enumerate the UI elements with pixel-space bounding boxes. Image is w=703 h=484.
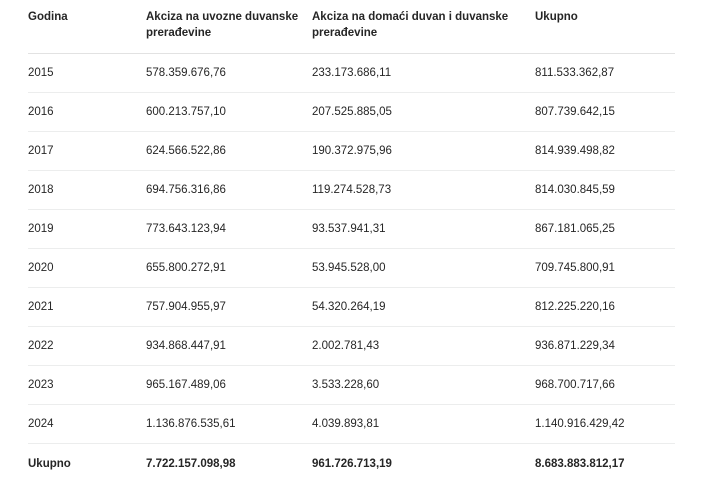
table-header-row (28, 0, 675, 54)
table-header (28, 0, 675, 54)
cell-domestic-excise: 190.372.975,96 (312, 132, 535, 171)
excise-revenue-table (28, 0, 675, 484)
cell-total: 811.533.362,87 (535, 54, 675, 93)
column-header-import-excise: Akciza na uvozne duvanske prerađevine (146, 0, 312, 54)
table-row (28, 210, 675, 249)
table-row (28, 405, 675, 444)
cell-import-excise: 694.756.316,86 (146, 171, 312, 210)
cell-domestic-excise: 53.945.528,00 (312, 249, 535, 288)
cell-total: 814.030.845,59 (535, 171, 675, 210)
table-row (28, 249, 675, 288)
cell-total: 1.140.916.429,42 (535, 405, 675, 444)
table-row (28, 327, 675, 366)
cell-domestic-excise: 233.173.686,11 (312, 54, 535, 93)
cell-year: 2023 (28, 366, 146, 405)
cell-year: 2016 (28, 93, 146, 132)
table-row (28, 54, 675, 93)
cell-import-excise: 1.136.876.535,61 (146, 405, 312, 444)
cell-import-excise: 600.213.757,10 (146, 93, 312, 132)
table-row (28, 288, 675, 327)
column-header-total: Ukupno (535, 0, 675, 54)
cell-import-excise: 965.167.489,06 (146, 366, 312, 405)
cell-domestic-excise: 4.039.893,81 (312, 405, 535, 444)
cell-total: 968.700.717,66 (535, 366, 675, 405)
cell-import-excise: 655.800.272,91 (146, 249, 312, 288)
cell-year: 2017 (28, 132, 146, 171)
cell-year: 2022 (28, 327, 146, 366)
cell-domestic-excise: 54.320.264,19 (312, 288, 535, 327)
cell-domestic-excise: 3.533.228,60 (312, 366, 535, 405)
table-row (28, 366, 675, 405)
cell-domestic-excise: 2.002.781,43 (312, 327, 535, 366)
cell-year: 2015 (28, 54, 146, 93)
table-total-row (28, 444, 675, 484)
cell-import-excise: 757.904.955,97 (146, 288, 312, 327)
cell-total-domestic-excise: 961.726.713,19 (312, 444, 535, 484)
cell-import-excise: 934.868.447,91 (146, 327, 312, 366)
cell-grand-total: 8.683.883.812,17 (535, 444, 675, 484)
cell-domestic-excise: 93.537.941,31 (312, 210, 535, 249)
cell-year: 2021 (28, 288, 146, 327)
cell-total-label: Ukupno (28, 444, 146, 484)
cell-domestic-excise: 207.525.885,05 (312, 93, 535, 132)
cell-total: 814.939.498,82 (535, 132, 675, 171)
cell-total: 867.181.065,25 (535, 210, 675, 249)
cell-total: 709.745.800,91 (535, 249, 675, 288)
cell-total: 936.871.229,34 (535, 327, 675, 366)
cell-total: 812.225.220,16 (535, 288, 675, 327)
column-header-year: Godina (28, 0, 146, 54)
cell-import-excise: 773.643.123,94 (146, 210, 312, 249)
cell-import-excise: 578.359.676,76 (146, 54, 312, 93)
table-body (28, 54, 675, 484)
cell-total: 807.739.642,15 (535, 93, 675, 132)
cell-import-excise: 624.566.522,86 (146, 132, 312, 171)
table-row (28, 93, 675, 132)
table-row (28, 171, 675, 210)
cell-year: 2020 (28, 249, 146, 288)
cell-year: 2019 (28, 210, 146, 249)
table-row (28, 132, 675, 171)
cell-total-import-excise: 7.722.157.098,98 (146, 444, 312, 484)
cell-domestic-excise: 119.274.528,73 (312, 171, 535, 210)
column-header-domestic-excise: Akciza na domaći duvan i duvanske prerađevine (312, 0, 535, 54)
cell-year: 2018 (28, 171, 146, 210)
cell-year: 2024 (28, 405, 146, 444)
